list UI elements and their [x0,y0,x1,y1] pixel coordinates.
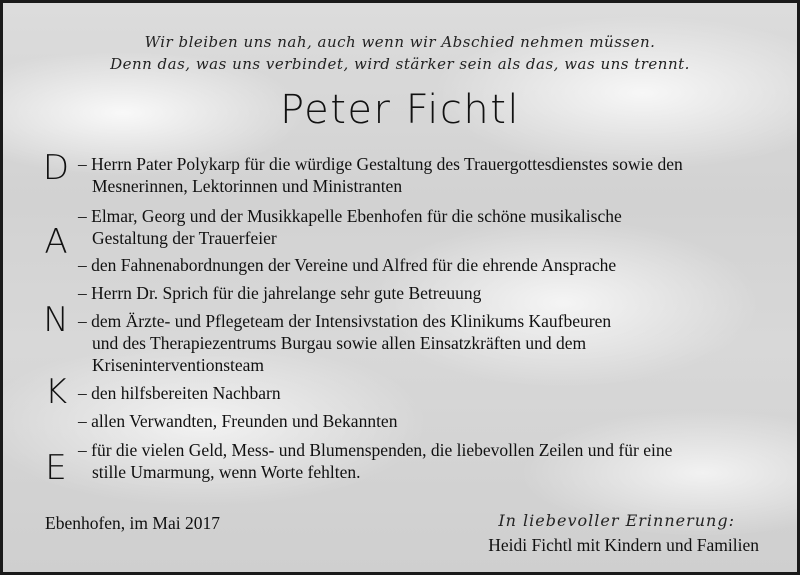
motto-line-2: Denn das, was uns verbindet, wird stärker sein als das, was uns trennt. [110,55,690,73]
thanks-item [78,439,778,483]
thanks-line: – den hilfsbereiten Nachbarn [78,383,281,403]
signature: Heidi Fichtl mit Kindern und Familien [488,535,759,555]
motto [3,31,797,75]
thanks-item [78,282,778,304]
signature-intro: In liebevoller Erinnerung: [498,511,735,530]
thanks-item [78,382,778,404]
dank-letter-a: A [44,222,68,262]
dank-letter-n: N [43,300,69,340]
dank-letter-e: E [45,448,67,488]
thanks-item [78,205,778,249]
thanks-line: stille Umarmung, wenn Worte fehlten. [92,462,361,482]
thanks-line: – für die vielen Geld, Mess- und Blumenspenden, die liebevollen Zeilen und für eine [78,440,673,460]
motto-line-1: Wir bleiben uns nah, auch wenn wir Abschied nehmen müssen. [144,33,656,51]
thanks-item [78,310,778,376]
thanks-line: und des Therapiezentrums Burgau sowie allen Einsatzkräften und dem [92,333,587,353]
thanks-line: – Herrn Pater Polykarp für die würdige Gestaltung des Trauergottesdienstes sowie den [78,154,683,174]
deceased-name: Peter Fichtl [279,87,521,133]
thanks-line: Kriseninterventionsteam [92,355,265,375]
thanks-item [78,254,778,276]
thanks-line: – allen Verwandten, Freunden und Bekannten [78,411,398,431]
place-date: Ebenhofen, im Mai 2017 [45,513,220,533]
thanks-line: – den Fahnenabordnungen der Vereine und Alfred für die ehrende Ansprache [78,255,617,275]
dank-letter-d: D [42,148,70,188]
thanks-item [78,410,778,432]
thanks-line: Mesnerinnen, Lektorinnen und Ministranten [92,176,403,196]
dank-letter-k: K [44,372,68,412]
thanks-line: Gestaltung der Trauerfeier [92,228,277,248]
thanks-line: – dem Ärzte- und Pflegeteam der Intensivstation des Klinikums Kaufbeuren [78,311,612,331]
thanks-line: – Herrn Dr. Sprich für die jahrelange sehr gute Betreuung [78,283,482,303]
thanks-line: – Elmar, Georg und der Musikkapelle Ebenhofen für die schöne musikalische [78,206,622,226]
thanks-item [78,153,778,197]
